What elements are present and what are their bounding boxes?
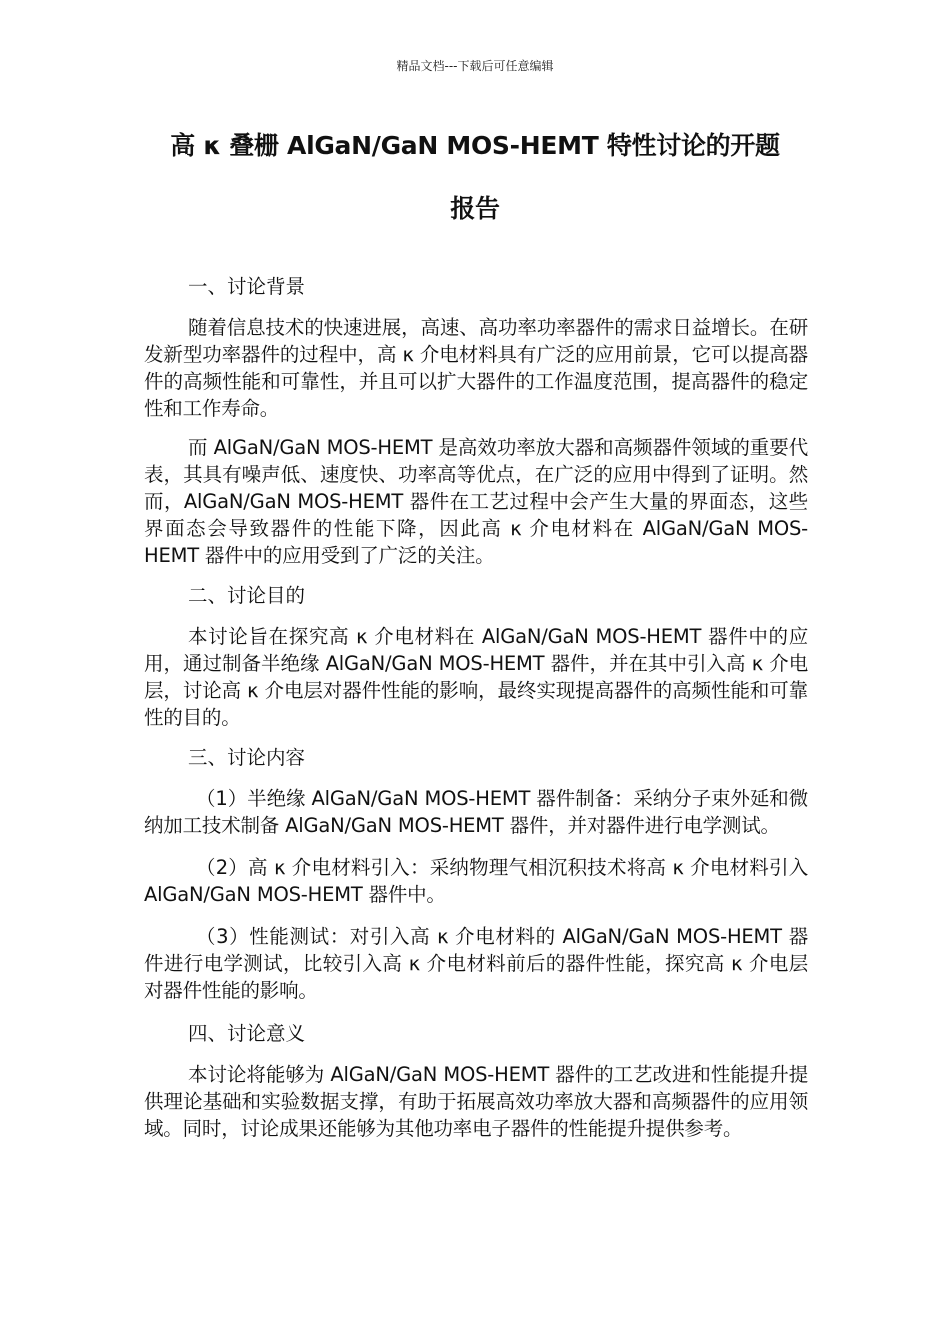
title-line-2: 报告: [450, 194, 500, 223]
section-heading-background: 一、讨论背景: [188, 275, 306, 298]
document-body: [144, 272, 808, 1142]
significance-paragraph: 本讨论将能够为 AlGaN/GaN MOS-HEMT 器件的工艺改进和性能提升提供理论基础和实验数据支撑，有助于拓展高效功率放大器和高频器件的应用领域。同时，讨论成果还能够为其他功率电子器件的性能提升提供参考。: [144, 1063, 808, 1140]
background-paragraph-2: 而 AlGaN/GaN MOS-HEMT 是高效功率放大器和高频器件领域的重要代表，其具有噪声低、速度快、功率高等优点，在广泛的应用中得到了证明。然而，AlGaN/GaN MOS-HEMT 器件在工艺过程中会产生大量的界面态，这些界面态会导致器件的性能下降，因此高 κ 介电材料在 AlGaN/GaN MOS-HEMT 器件中的应用受到了广泛的关注。: [144, 436, 808, 567]
content-item-3: （3）性能测试：对引入高 κ 介电材料的 AlGaN/GaN MOS-HEMT 器件进行电学测试，比较引入高 κ 介电材料前后的器件性能，探究高 κ 介电层对器件性能的影响。: [144, 925, 808, 1002]
purpose-paragraph: 本讨论旨在探究高 κ 介电材料在 AlGaN/GaN MOS-HEMT 器件中的应用，通过制备半绝缘 AlGaN/GaN MOS-HEMT 器件，并在其中引入高 κ 介电层，讨论高 κ 介电层对器件性能的影响，最终实现提高器件的高频性能和可靠性的目的。: [144, 625, 808, 729]
section-heading-content: 三、讨论内容: [188, 746, 306, 769]
background-paragraph-1: 随着信息技术的快速进展，高速、高功率功率器件的需求日益增长。在研发新型功率器件的过程中，高 κ 介电材料具有广泛的应用前景，它可以提高器件的高频性能和可靠性，并且可以扩大器件的工作温度范围，提高器件的稳定性和工作寿命。: [144, 316, 808, 420]
section-heading-purpose: 二、讨论目的: [188, 584, 306, 607]
header-note: 精品文档---下载后可任意编辑: [396, 59, 554, 73]
title-line-1: 高 κ 叠栅 AlGaN/GaN MOS-HEMT 特性讨论的开题: [170, 131, 780, 160]
document-title: [140, 133, 810, 221]
content-item-1: （1）半绝缘 AlGaN/GaN MOS-HEMT 器件制备：采纳分子束外延和微纳加工技术制备 AlGaN/GaN MOS-HEMT 器件，并对器件进行电学测试。: [144, 787, 808, 837]
content-item-2: （2）高 κ 介电材料引入：采纳物理气相沉积技术将高 κ 介电材料引入 AlGaN/GaN MOS-HEMT 器件中。: [144, 856, 808, 906]
section-heading-significance: 四、讨论意义: [188, 1022, 306, 1045]
